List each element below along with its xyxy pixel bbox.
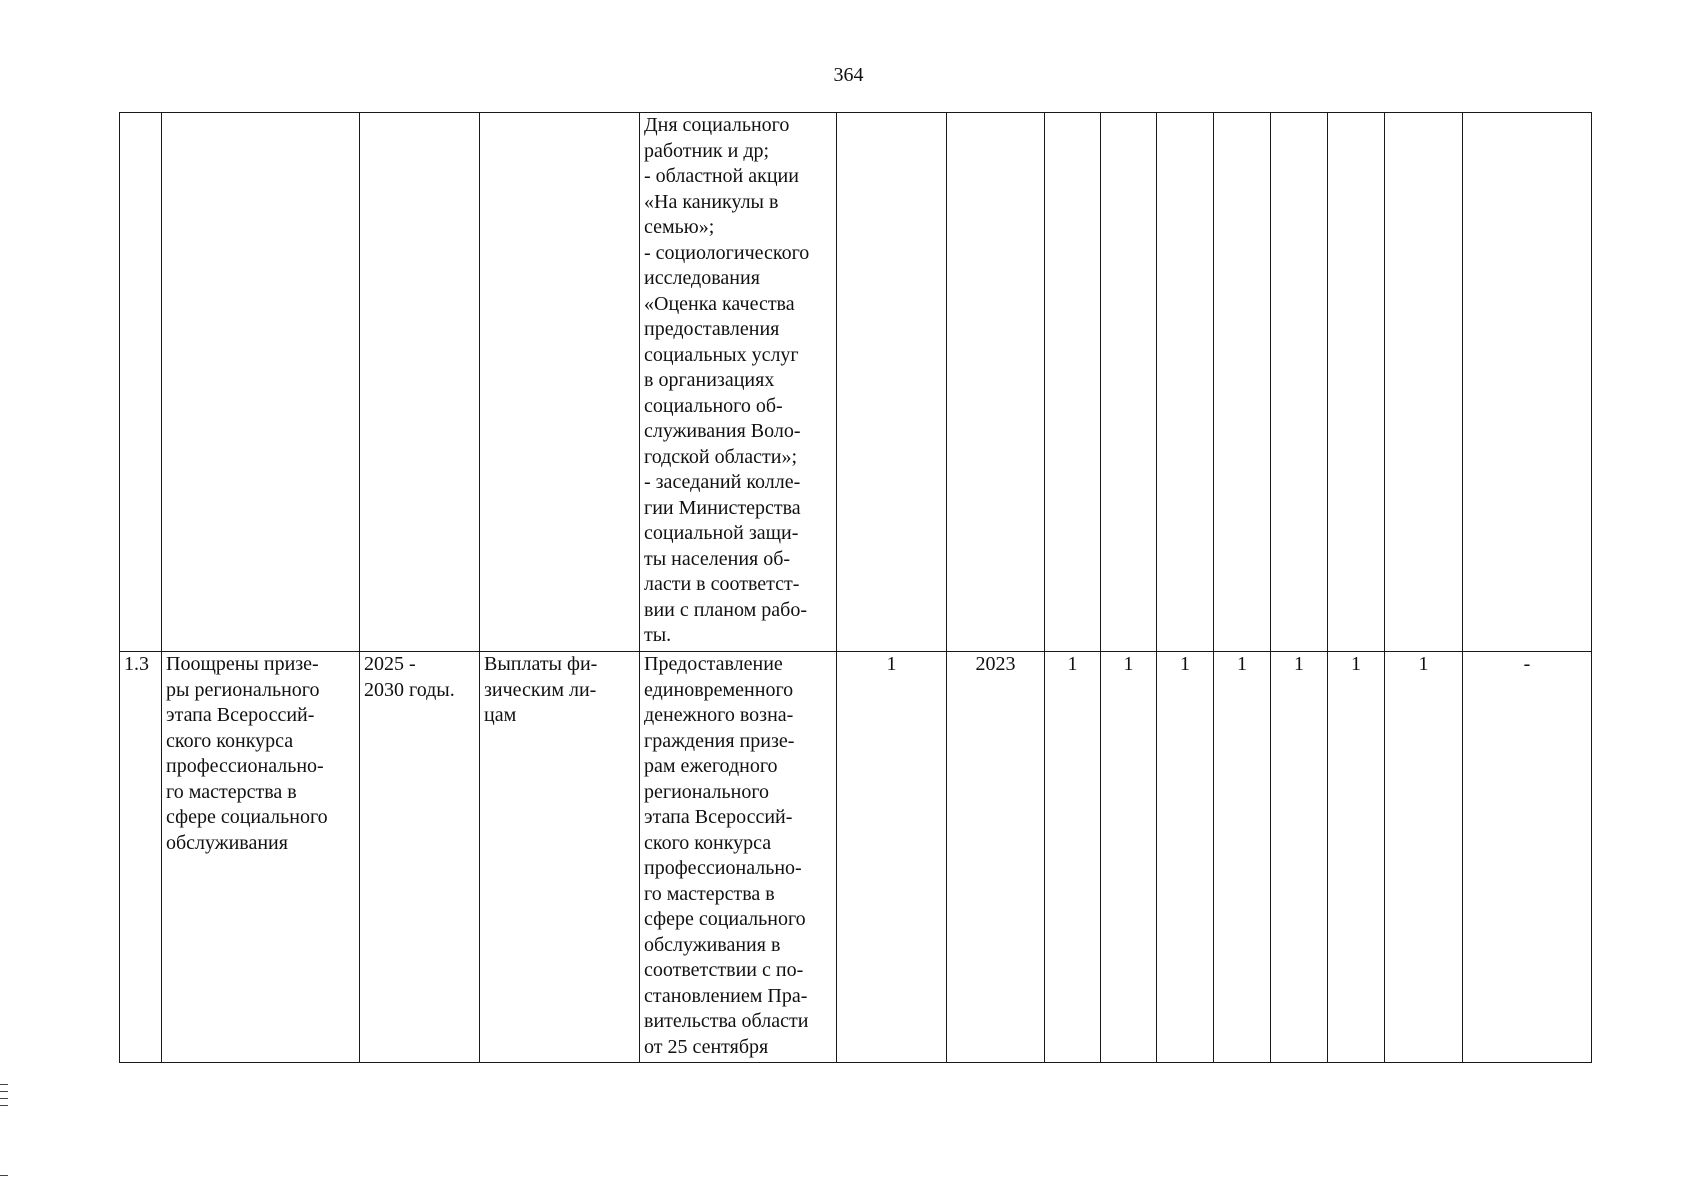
- text-line: профессионально-: [166, 755, 324, 777]
- base-value-cell: 1: [837, 652, 947, 1063]
- empty-cell: [360, 113, 480, 652]
- text-line: ского конкурса: [166, 729, 294, 752]
- text-line: рам ежегодного: [644, 755, 778, 777]
- text-line: - областной акции: [644, 165, 799, 187]
- empty-cell: [120, 113, 162, 652]
- result-text: [166, 652, 355, 856]
- period-cell: [360, 652, 480, 1063]
- text-line: 2025 -: [364, 653, 416, 675]
- page-number: 364: [833, 64, 864, 86]
- text-line: го мастерства в: [644, 882, 775, 905]
- scan-mark: [0, 1091, 8, 1092]
- empty-cell: [1385, 113, 1463, 652]
- text-line: «Оценка качества: [644, 292, 795, 315]
- empty-cell: [1157, 113, 1214, 652]
- text-line: Предоставление: [644, 653, 783, 675]
- document-table: [119, 112, 1592, 1063]
- text-line: обслуживания: [166, 831, 288, 854]
- empty-cell: [837, 113, 947, 652]
- event-description-text: [644, 652, 832, 1060]
- text-line: «На каникулы в: [644, 190, 779, 213]
- type-cell: [480, 652, 640, 1063]
- text-line: - социологического: [644, 241, 810, 264]
- year-value-cell: 1: [1385, 652, 1463, 1063]
- text-line: денежного возна-: [644, 704, 794, 726]
- text-line: цам: [484, 704, 517, 726]
- text-line: этапа Всероссий-: [166, 704, 315, 726]
- text-line: ты населения об-: [644, 547, 791, 570]
- empty-cell: [1328, 113, 1385, 652]
- table-row: [120, 113, 1592, 652]
- empty-cell: [1214, 113, 1271, 652]
- scan-mark: [0, 1175, 8, 1176]
- text-line: ского конкурса: [644, 831, 772, 854]
- year-value-cell: 1: [1157, 652, 1214, 1063]
- year-value-cell: 1: [1045, 652, 1101, 1063]
- base-year-cell: 2023: [947, 652, 1045, 1063]
- text-line: служивания Воло-: [644, 420, 801, 442]
- text-line: обслуживания в: [644, 933, 781, 956]
- period-text: [364, 652, 475, 703]
- text-line: вительства области: [644, 1010, 809, 1032]
- last-value-cell: -: [1463, 652, 1592, 1063]
- text-line: Поощрены призе-: [166, 653, 319, 675]
- empty-cell: [1101, 113, 1157, 652]
- text-line: регионального: [644, 780, 770, 803]
- scan-mark: [0, 1105, 8, 1106]
- type-text: [484, 652, 635, 729]
- text-line: го мастерства в: [166, 780, 297, 803]
- text-line: Дня социального: [644, 114, 790, 136]
- text-line: предоставления: [644, 318, 780, 340]
- text-line: социального об-: [644, 394, 783, 417]
- text-line: единовременного: [644, 678, 794, 701]
- empty-cell: [947, 113, 1045, 652]
- text-line: от 25 сентября: [644, 1035, 769, 1058]
- text-line: профессионально-: [644, 857, 802, 879]
- text-line: становлением Пра-: [644, 984, 808, 1007]
- text-line: зическим ли-: [484, 678, 597, 701]
- text-line: семью»;: [644, 216, 715, 238]
- event-description-cell: [640, 113, 837, 652]
- empty-cell: [480, 113, 640, 652]
- empty-cell: [1271, 113, 1328, 652]
- result-cell: [162, 652, 360, 1063]
- empty-cell: [162, 113, 360, 652]
- scan-mark: [0, 1084, 8, 1085]
- text-line: этапа Всероссий-: [644, 806, 793, 828]
- year-value-cell: 1: [1101, 652, 1157, 1063]
- event-description-cell: [640, 652, 837, 1063]
- text-line: граждения призе-: [644, 729, 795, 752]
- scan-mark: [0, 1098, 8, 1099]
- text-line: ласти в соответст-: [644, 573, 800, 595]
- text-line: ты.: [644, 624, 672, 646]
- text-line: социальных услуг: [644, 343, 799, 366]
- text-line: ры регионального: [166, 678, 320, 701]
- text-line: соответствии с по-: [644, 959, 804, 981]
- text-line: - заседаний колле-: [644, 471, 801, 493]
- text-line: сфере социального: [644, 908, 806, 930]
- row-number-cell: 1.3: [120, 652, 162, 1063]
- text-line: годской области»;: [644, 445, 797, 468]
- text-line: работник и др;: [644, 139, 770, 162]
- empty-cell: [1463, 113, 1592, 652]
- empty-cell: [1045, 113, 1101, 652]
- table-row: [120, 652, 1592, 1063]
- text-line: в организациях: [644, 369, 775, 391]
- text-line: гии Министерства: [644, 496, 801, 519]
- year-value-cell: 1: [1214, 652, 1271, 1063]
- year-value-cell: 1: [1271, 652, 1328, 1063]
- text-line: социальной защи-: [644, 522, 799, 544]
- event-description-text: [644, 113, 832, 649]
- year-value-cell: 1: [1328, 652, 1385, 1063]
- text-line: исследования: [644, 267, 760, 289]
- text-line: Выплаты фи-: [484, 653, 598, 675]
- text-line: 2030 годы.: [364, 678, 455, 701]
- text-line: вии с планом рабо-: [644, 598, 807, 621]
- text-line: сфере социального: [166, 806, 328, 828]
